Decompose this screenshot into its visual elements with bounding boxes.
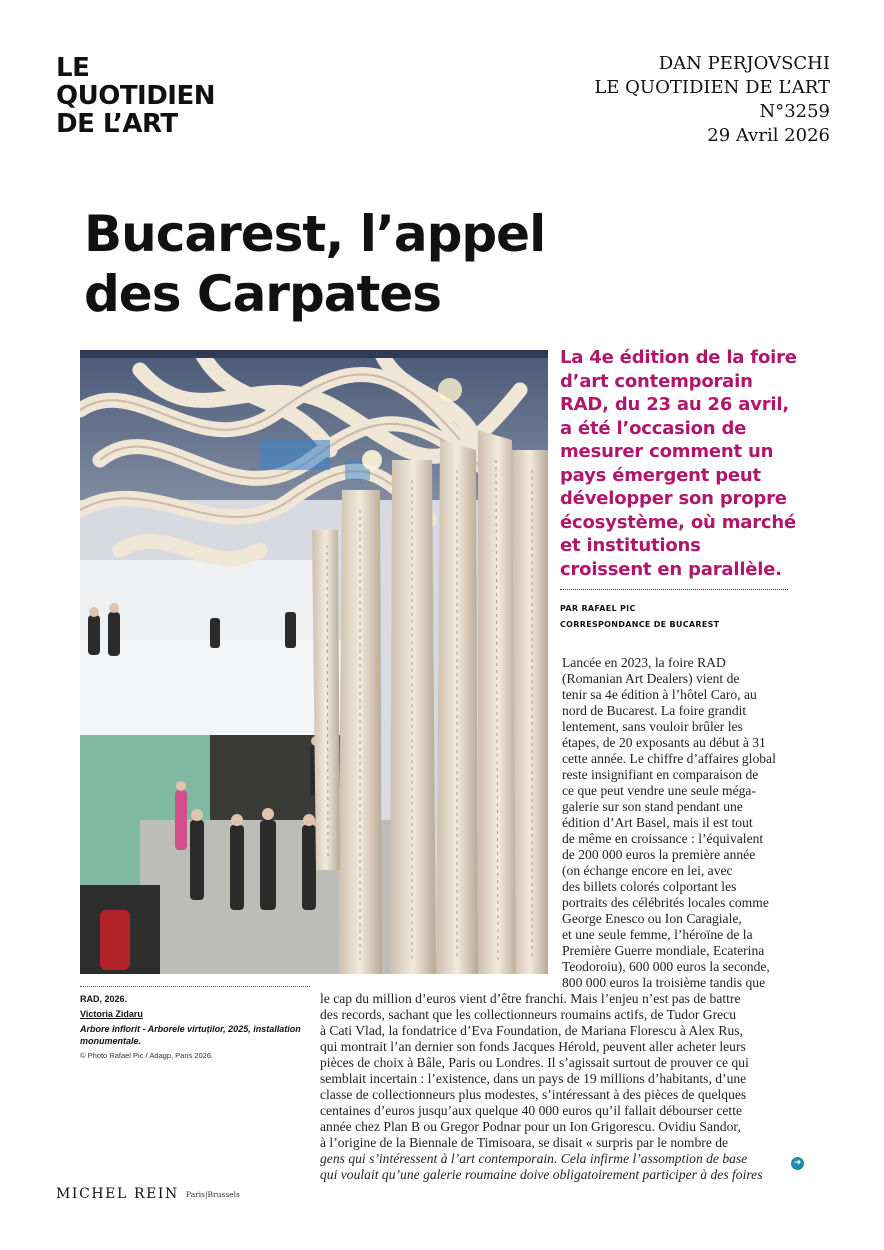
article-photo xyxy=(80,350,548,974)
body-line: étapes, de 20 exposants au début à 31 xyxy=(562,735,766,750)
photo-caption xyxy=(80,986,310,1061)
caption-credit: © Photo Rafael Pic / Adagp, Paris 2026. xyxy=(80,1051,214,1060)
body-line: George Enesco ou Ion Caragiale, xyxy=(562,911,742,926)
body-line: édition d’Art Basel, mais il est tout xyxy=(562,815,753,830)
body-line: ce que peut vendre une seule méga- xyxy=(562,783,756,798)
article-headline xyxy=(84,204,644,324)
body-line: à Cati Vlad, la fondatrice d’Eva Foundation, de Mariana Florescu à Alex Rus, xyxy=(320,1023,743,1038)
headline-line: Bucarest, l’appel xyxy=(84,205,546,263)
arrow-right-circle-icon[interactable]: ➜ xyxy=(791,1157,804,1170)
body-line: (on échange encore en lei, avec xyxy=(562,863,733,878)
body-line: le cap du million d’euros vient d’être franchi. Mais l’enjeu n’est pas de battre xyxy=(320,991,741,1006)
body-line: tenir sa 4e édition à l’hôtel Caro, au xyxy=(562,687,757,702)
body-line: 800 000 euros la troisième tandis que xyxy=(562,975,766,990)
lede-divider xyxy=(560,589,788,590)
body-line: Première Guerre mondiale, Ecaterina xyxy=(562,943,765,958)
publication-logo xyxy=(56,54,215,138)
body-line: année chez Plan B ou Gregor Podnar pour un Ion Grigorescu. Ovidiu Sandor, xyxy=(320,1119,741,1134)
body-line: galerie sur son stand pendant une xyxy=(562,799,743,814)
article-lede: La 4e édition de la foire d’art contemporain RAD, du 23 au 26 avril, a été l’occasion de mesurer comment un pays émergent peut développer son propre écosystème, où marché et institutions croissent en parallèle. xyxy=(560,347,797,580)
body-line: pièces de choix à Bâle, Paris ou Londres. Il s’agissait surtout de prouver ce qui xyxy=(320,1055,749,1070)
issue-date: 29 Avril 2026 xyxy=(707,125,830,146)
headline-line: des Carpates xyxy=(84,265,442,323)
issue-number: N°3259 xyxy=(759,101,830,122)
issue-artist: DAN PERJOVSCHI xyxy=(658,53,830,74)
logo-line: QUOTIDIEN xyxy=(56,81,216,111)
body-line: lentement, sans vouloir brûler les xyxy=(562,719,743,734)
issue-publication: LE QUOTIDIEN DE L’ART xyxy=(594,77,830,98)
body-line: gens qui s’intéressent à l’art contemporain. Cela infirme l’assomption de base xyxy=(320,1151,748,1166)
body-line: nord de Bucarest. La foire grandit xyxy=(562,703,747,718)
logo-line: DE L’ART xyxy=(56,109,178,139)
body-line: et une seule femme, l’héroïne de la xyxy=(562,927,753,942)
caption-title: RAD, 2026. xyxy=(80,994,128,1004)
body-line: centaines d’euros jusqu’aux quelque 40 000 euros qu’il fallait débourser cette xyxy=(320,1103,743,1118)
body-line: qui voulait qu’une galerie roumaine doive obligatoirement participer à des foires xyxy=(320,1167,763,1182)
body-line: classe de collectionneurs plus modestes, s’intéressant à des pièces de quelques xyxy=(320,1087,747,1102)
body-line: semblait incertain : l’existence, dans un pays de 19 millions d’habitants, d’une xyxy=(320,1071,747,1086)
caption-artist-link[interactable]: Victoria Zidaru xyxy=(80,1009,143,1019)
body-line: à l’origine de la Biennale de Timisoara, se disait « surpris par le nombre de xyxy=(320,1135,729,1150)
gallery-name: MICHEL REIN xyxy=(56,1186,179,1202)
body-line: de même en croissance : l’équivalent xyxy=(562,831,764,846)
byline-place: CORRESPONDANCE DE BUCAREST xyxy=(560,620,720,629)
body-line: cette année. Le chiffre d’affaires global xyxy=(562,751,776,766)
gallery-location: Paris|Brussels xyxy=(186,1190,240,1199)
byline-author: PAR RAFAEL PIC xyxy=(560,604,636,613)
body-line: qui montrait l’an dernier son fonds Jacques Hérold, peuvent aller acheter leurs xyxy=(320,1039,746,1054)
body-line: des records, sachant que les collectionneurs roumains actifs, de Tudor Grecu xyxy=(320,1007,737,1022)
body-line: des billets colorés colportant les xyxy=(562,879,737,894)
caption-work: Arbore înflorit - Arborele virtuților, 2025, installation monumentale. xyxy=(80,1024,301,1046)
issue-info xyxy=(594,52,830,148)
body-line: (Romanian Art Dealers) vient de xyxy=(562,671,740,686)
body-line: reste insignifiant en comparaison de xyxy=(562,767,759,782)
body-line: portraits des célébrités locales comme xyxy=(562,895,769,910)
body-line: de 200 000 euros la première année xyxy=(562,847,756,862)
body-line: Lancée en 2023, la foire RAD xyxy=(562,655,726,670)
body-line: Teodoroiu), 600 000 euros la seconde, xyxy=(562,959,770,974)
article-byline xyxy=(560,601,800,633)
logo-line: LE xyxy=(56,53,90,83)
